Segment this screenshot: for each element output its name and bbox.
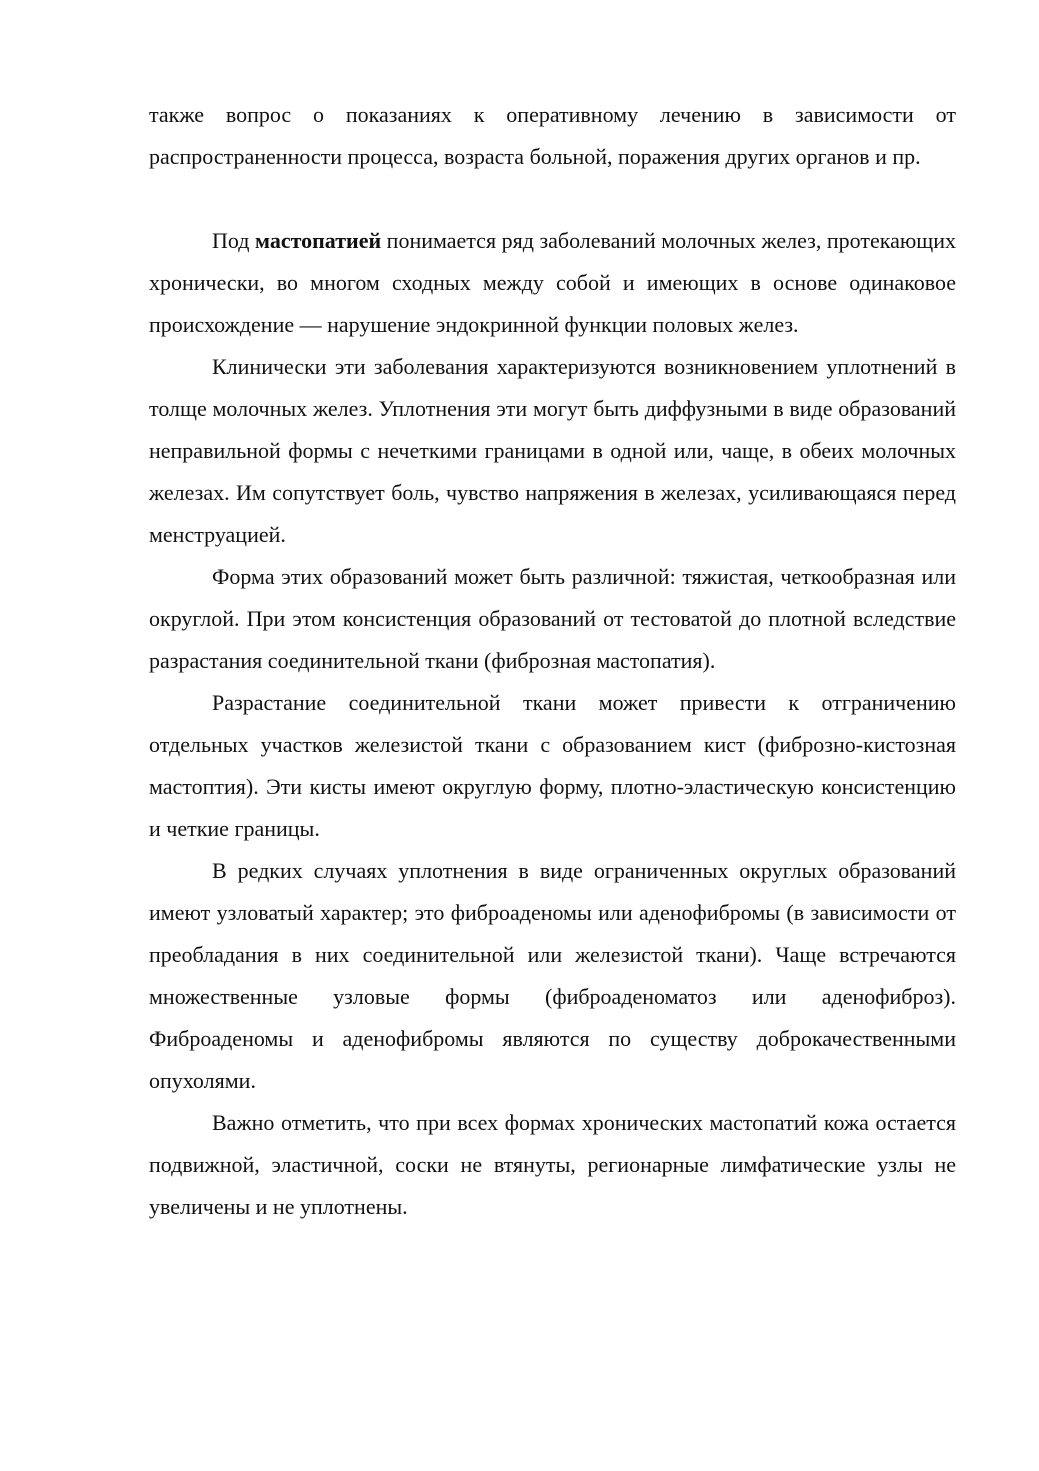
document-page <box>149 94 956 1228</box>
text-after-term: понимается ряд заболеваний молочных желез, протекающих хронически, во многом сходных между собой и имеющих в основе одинаковое происхождение — нарушение эндокринной функции половых желез. <box>149 228 956 337</box>
paragraph-nodular-forms: В редких случаях уплотнения в виде ограниченных округлых образований имеют узловатый характер; это фиброаденомы или аденофибромы (в зависимости от преобладания в них соединительной или железистой ткани). Чаще встречаются множественные узловые формы (фиброаденоматоз или аденофиброз). Фиброаденомы и аденофибромы являются по существу доброкачественными опухолями. <box>149 858 956 1093</box>
paragraph-forms: Форма этих образований может быть различной: тяжистая, четкообразная или округлой. При этом консистенция образований от тестоватой до плотной вследствие разрастания соединительной ткани (фиброзная мастопатия). <box>149 564 956 673</box>
term-mastopathy: мастопатией <box>254 228 382 253</box>
paragraph-clinical-signs: Клинически эти заболевания характеризуются возникновением уплотнений в толще молочных желез. Уплотнения эти могут быть диффузными в виде образований неправильной формы с нечеткими границами в одной или, чаще, в обеих молочных железах. Им сопутствует боль, чувство напряжения в железах, усиливающаяся перед менструацией. <box>149 354 956 547</box>
paragraph-skin-note: Важно отметить, что при всех формах хронических мастопатий кожа остается подвижной, эластичной, соски не втянуты, регионарные лимфатические узлы не увеличены и не уплотнены. <box>149 1110 956 1219</box>
paragraph-continuation: также вопрос о показаниях к оперативному лечению в зависимости от распространенности процесса, возраста больной, поражения других органов и пр. <box>149 102 956 169</box>
paragraph-cysts: Разрастание соединительной ткани может привести к отграничению отдельных участков железистой ткани с образованием кист (фиброзно-кистозная мастоптия). Эти кисты имеют округлую форму, плотно-эластическую консистенцию и четкие границы. <box>149 690 956 841</box>
paragraph-mastopathy-definition <box>149 220 956 346</box>
text-before-term: Под <box>212 228 255 253</box>
